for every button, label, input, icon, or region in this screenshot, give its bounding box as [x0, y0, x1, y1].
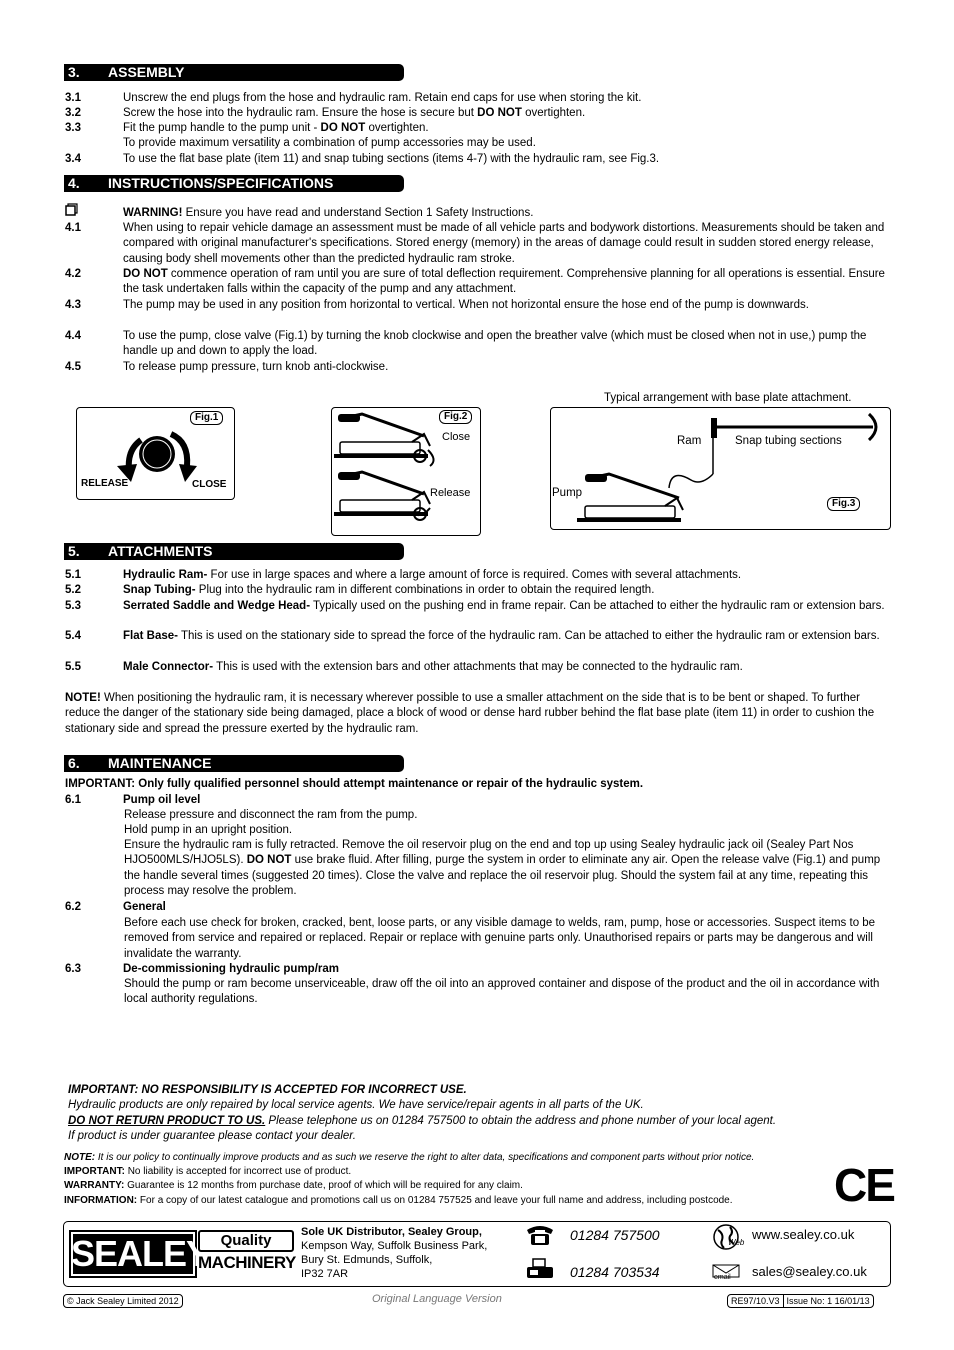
telephone-icon: [525, 1224, 555, 1246]
section-title: INSTRUCTIONS/SPECIFICATIONS: [108, 175, 334, 191]
hand-pump-icon: [334, 410, 454, 530]
figure-label: Fig.1: [190, 411, 223, 425]
section-number: 4.: [68, 175, 80, 191]
web-label: Web: [728, 1238, 745, 1247]
list-item: 3.1 Unscrew the end plugs from the hose and hydraulic ram. Retain end caps for use when storing the kit.: [65, 92, 642, 104]
section-title: ATTACHMENTS: [108, 543, 213, 559]
machinery-badge: MACHINERY: [198, 1253, 296, 1272]
list-item: 5.2 Snap Tubing- Plug into the hydraulic ram in different combinations in order to obtain the required length.: [65, 584, 655, 596]
list-item: 3.4 To use the flat base plate (item 11) and snap tubing sections (items 4-7) with the hydraulic ram, see Fig.3.: [65, 153, 660, 165]
snap-tubing-label: Snap tubing sections: [735, 435, 842, 447]
issue-number: Issue No: 1 16/01/13: [786, 1296, 870, 1306]
distributor-address: Sole UK Distributor, Sealey Group, Kempson Way, Suffolk Business Park, Bury St. Edmunds, Suffolk, IP32 7AR: [301, 1226, 488, 1280]
original-language-label: Original Language Version: [372, 1293, 502, 1305]
policy-note: NOTE: It is our policy to continually improve products and as such we reserve the right to alter data, specifications and component parts without prior notice.: [64, 1152, 755, 1163]
section-number: 6.: [68, 755, 80, 771]
valve-knob-icon: [107, 420, 207, 486]
information-note: INFORMATION: For a copy of our latest catalogue and promotions call us on 01284 757525 and leave your full name and address, including postcode.: [64, 1195, 733, 1206]
email-link[interactable]: sales@sealey.co.uk: [752, 1264, 867, 1279]
note-paragraph: NOTE! When positioning the hydraulic ram, it is necessary wherever possible to use a smaller attachment on the side that is to be bent or shaped. To further reduce the danger of the stationary side being damaged, place a block of wood or dense hard rubber behind the flat base plate (item 11) in order to cushion the stationary side and spread the pressure exerted by the hydraulic ram.: [65, 692, 875, 735]
warranty-note: WARRANTY: Guarantee is 12 months from purchase date, proof of which will be required for any claim.: [64, 1180, 523, 1191]
figure-2-pump-valve: [331, 407, 481, 536]
section-number: 5.: [68, 543, 80, 559]
list-item: 4.5 To release pump pressure, turn knob anti-clockwise.: [65, 361, 389, 373]
website-link[interactable]: www.sealey.co.uk: [752, 1227, 855, 1242]
ram-label: Ram: [677, 435, 702, 447]
fax-number[interactable]: 01284 703534: [570, 1264, 660, 1280]
section-header-attachments: [64, 543, 404, 560]
ce-mark-logo: CE: [834, 1159, 894, 1211]
figure-1-valve-knob: [76, 407, 235, 500]
figure-label: Fig.2: [439, 410, 472, 424]
quality-badge: Quality: [198, 1230, 294, 1252]
liability-note: IMPORTANT: No liability is accepted for incorrect use of product.: [64, 1166, 352, 1177]
list-item: 5.4 Flat Base- This is used on the stationary side to spread the force of the hydraulic ram. Can be attached to either the hydraulic ram or extension bars.: [65, 630, 880, 642]
close-label: CLOSE: [192, 479, 227, 490]
warning-row: WARNING! Ensure you have read and understand Section 1 Safety Instructions.: [65, 206, 885, 221]
release-label: Release: [430, 487, 471, 499]
copyright-notice: © Jack Sealey Limited 2012: [63, 1294, 183, 1308]
section-header-instructions: [64, 175, 404, 192]
sealey-logo: SEALEY: [69, 1230, 197, 1278]
fax-icon: [525, 1258, 555, 1280]
list-item: 6.2 General: [65, 901, 166, 913]
reference-code: RE97/10.V3: [728, 1295, 784, 1307]
document-reference: [727, 1294, 874, 1308]
pump-label: Pump: [552, 487, 583, 499]
list-item: 6.1 Pump oil level: [65, 794, 201, 806]
figure-label: Fig.3: [827, 497, 860, 511]
email-label: email: [714, 1274, 731, 1281]
list-item: 3.3 Fit the pump handle to the pump unit - DO NOT overtighten. To provide maximum versatility a combination of pump accessories may be used.: [65, 122, 536, 150]
maintenance-text: Should the pump or ram become unserviceable, draw off the oil into an approved container and dispose of the product and the oil in accordance with local authority regulations.: [124, 978, 880, 1006]
disclaimer: IMPORTANT: NO RESPONSIBILITY IS ACCEPTED FOR INCORRECT USE. Hydraulic products are only repaired by local service agents. We have service/repair agents in all parts of the UK. DO NOT RETURN PRODUCT TO US. Please telephone us on 01284 757500 to obtain the address and phone number of your local agent. If product is under guarantee please contact your dealer.: [68, 1084, 777, 1142]
figure-3-caption: Typical arrangement with base plate attachment.: [604, 392, 852, 404]
footer-contact-box: [63, 1221, 891, 1287]
section-title: MAINTENANCE: [108, 755, 212, 771]
warning-checkbox-icon: [65, 203, 79, 222]
ram-and-pump-icon: [551, 408, 890, 529]
list-item: 3.2 Screw the hose into the hydraulic ram. Ensure the hose is secure but DO NOT overtighten.: [65, 107, 586, 119]
list-item: 6.3 De-commissioning hydraulic pump/ram: [65, 963, 339, 975]
important-notice: IMPORTANT: Only fully qualified personnel should attempt maintenance or repair of the hydraulic system.: [65, 778, 644, 790]
list-item: 5.3 Serrated Saddle and Wedge Head- Typically used on the pushing end in frame repair. Can be attached to either the hydraulic ram or extension bars.: [65, 600, 885, 612]
section-number: 3.: [68, 64, 80, 80]
list-item: 4.4 To use the pump, close valve (Fig.1) by turning the knob clockwise and open the breather valve (which must be closed when not in use,) pump the handle up and down to apply the load.: [65, 330, 867, 358]
phone-number[interactable]: 01284 757500: [570, 1227, 660, 1243]
list-item: 4.2 DO NOT commence operation of ram until you are sure of total deflection requirement. Comprehensive planning for all operations is essential. Ensure the task undertaken falls within the capacity of the pump and any attachment.: [65, 268, 885, 296]
list-item: 5.1 Hydraulic Ram- For use in large spaces and where a large amount of force is required. Comes with several attachments.: [65, 569, 742, 581]
maintenance-text: Release pressure and disconnect the ram from the pump.: [124, 809, 418, 821]
section-header-maintenance: [64, 755, 404, 772]
list-item: 4.1 When using to repair vehicle damage an assessment must be made of all vehicle parts and bodywork distortions. Measurements should be taken and compared with original manufacturer's specifications. Stored energy (memory) in the areas of damage could result in sudden stored energy release, causing body shell movements other than the predicted hydraulic ram stroke.: [65, 222, 885, 265]
section-header-assembly: [64, 64, 404, 81]
section-title: ASSEMBLY: [108, 64, 185, 80]
list-item: 5.5 Male Connector- This is used with the extension bars and other attachments that may be connected to the hydraulic ram.: [65, 661, 743, 673]
release-label: RELEASE: [81, 478, 129, 489]
maintenance-text: Before each use check for broken, cracked, bent, loose parts, or any visible damage to welds, ram, pump, hose or accessories. Suspect items to be removed from service and repaired or replaced. Repair or replace with genuine parts only. Unauthorised repairs or parts may be dangerous and will invalidate the warranty.: [124, 917, 876, 960]
maintenance-text: Ensure the hydraulic ram is fully retracted. Remove the oil reservoir plug on the end and top up using Sealey hydraulic jack oil (Sealey Part Nos HJO500MLS/HJO5LS). DO NOT use brake fluid. After filling, purge the system in order to eliminate any air. Open the release valve (Fig.1) and pump the handle several times (suggested 20 times). Close the valve and replace the oil reservoir plug. Should the system fail at any time, repeating this process may resolve the problem.: [124, 839, 881, 897]
close-label: Close: [442, 431, 471, 443]
maintenance-text: Hold pump in an upright position.: [124, 824, 293, 836]
figure-3-base-plate-arrangement: [550, 407, 891, 530]
list-item: 4.3 The pump may be used in any position from horizontal to vertical. When not horizontal ensure the hose end of the pump is downwards.: [65, 299, 809, 311]
